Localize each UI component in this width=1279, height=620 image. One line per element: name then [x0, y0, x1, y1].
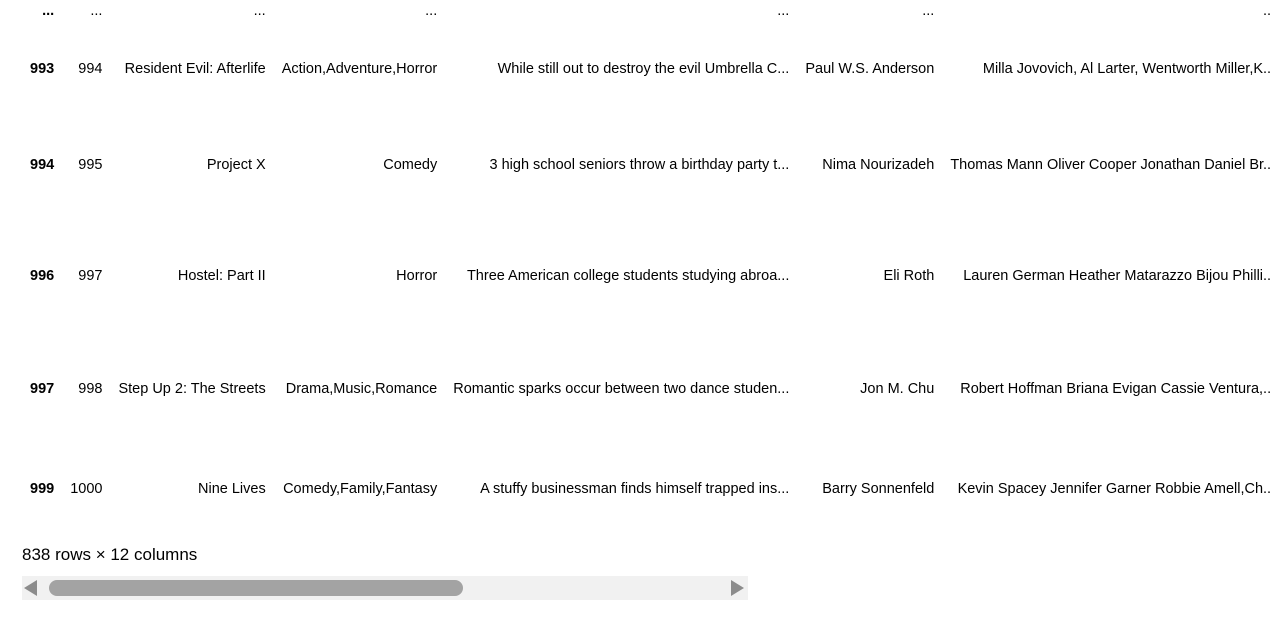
- ellipsis-title-cell: ...: [253, 3, 266, 19]
- title-cell: Resident Evil: Afterlife: [124, 60, 266, 77]
- genre-cell: Action,Adventure,Horror: [281, 60, 438, 77]
- row-index-cell: 997: [30, 380, 55, 397]
- row-index-cell: 996: [30, 268, 55, 285]
- actors-cell: Kevin Spacey Jennifer Garner Robbie Amell,Ch..: [957, 480, 1272, 497]
- actors-cell: Milla Jovovich, Al Larter, Wentworth Miller,K..: [982, 60, 1272, 77]
- title-cell: Step Up 2: The Streets: [118, 380, 266, 397]
- director-cell: Eli Roth: [883, 268, 935, 285]
- description-cell: While still out to destroy the evil Umbrella C...: [497, 60, 790, 77]
- dataframe-shape-summary: 838 rows × 12 columns: [22, 545, 198, 564]
- ellipsis-index-cell: ...: [42, 3, 55, 19]
- row-index-cell: 993: [30, 60, 55, 77]
- table-row: [22, 442, 1279, 537]
- actors-cell: Robert Hoffman Briana Evigan Cassie Ventura,..: [960, 380, 1272, 397]
- description-cell: 3 high school seniors throw a birthday party t...: [489, 156, 790, 173]
- ellipsis-row: [22, 0, 1279, 25]
- director-cell: Barry Sonnenfeld: [822, 480, 935, 497]
- ellipsis-rank-cell: ...: [90, 3, 103, 19]
- genre-cell: Comedy,Family,Fantasy: [283, 480, 438, 497]
- ellipsis-genre-cell: ...: [425, 3, 438, 19]
- director-cell: Jon M. Chu: [860, 380, 935, 397]
- rank-cell: 995: [78, 156, 103, 173]
- description-cell: A stuffy businessman finds himself trapped ins...: [480, 480, 790, 497]
- dataframe-table: [22, 0, 1279, 537]
- dataframe-viewport: [22, 0, 1272, 540]
- horizontal-scrollbar[interactable]: [22, 576, 748, 600]
- scroll-left-button[interactable]: [22, 576, 40, 600]
- actors-cell: Thomas Mann Oliver Cooper Jonathan Daniel Br..: [950, 156, 1272, 173]
- director-cell: Paul W.S. Anderson: [805, 60, 935, 77]
- rank-cell: 1000: [70, 480, 103, 497]
- description-cell: Romantic sparks occur between two dance studen...: [453, 380, 790, 397]
- description-cell: Three American college students studying abroa...: [466, 268, 790, 285]
- ellipsis-description-cell: ...: [777, 3, 790, 19]
- scroll-right-button[interactable]: [730, 576, 748, 600]
- ellipsis-actors-cell: ..: [1263, 3, 1272, 19]
- scrollbar-thumb[interactable]: [49, 580, 463, 596]
- title-cell: Project X: [206, 156, 266, 173]
- rank-cell: 998: [78, 380, 103, 397]
- rank-cell: 994: [78, 60, 103, 77]
- genre-cell: Horror: [396, 268, 438, 285]
- arrow-right-icon: [731, 580, 744, 596]
- ellipsis-director-cell: ...: [922, 3, 935, 19]
- director-cell: Nima Nourizadeh: [822, 156, 935, 173]
- title-cell: Hostel: Part II: [177, 268, 266, 285]
- title-cell: Nine Lives: [198, 480, 266, 497]
- table-row: [22, 337, 1279, 442]
- actors-cell: Lauren German Heather Matarazzo Bijou Philli..: [963, 268, 1272, 285]
- genre-cell: Comedy: [383, 156, 438, 173]
- row-index-cell: 994: [30, 156, 55, 173]
- table-row: [22, 114, 1279, 217]
- arrow-left-icon: [24, 580, 37, 596]
- table-row: [22, 25, 1279, 114]
- table-row: [22, 217, 1279, 337]
- rank-cell: 997: [78, 268, 103, 285]
- genre-cell: Drama,Music,Romance: [285, 380, 438, 397]
- row-index-cell: 999: [30, 480, 55, 497]
